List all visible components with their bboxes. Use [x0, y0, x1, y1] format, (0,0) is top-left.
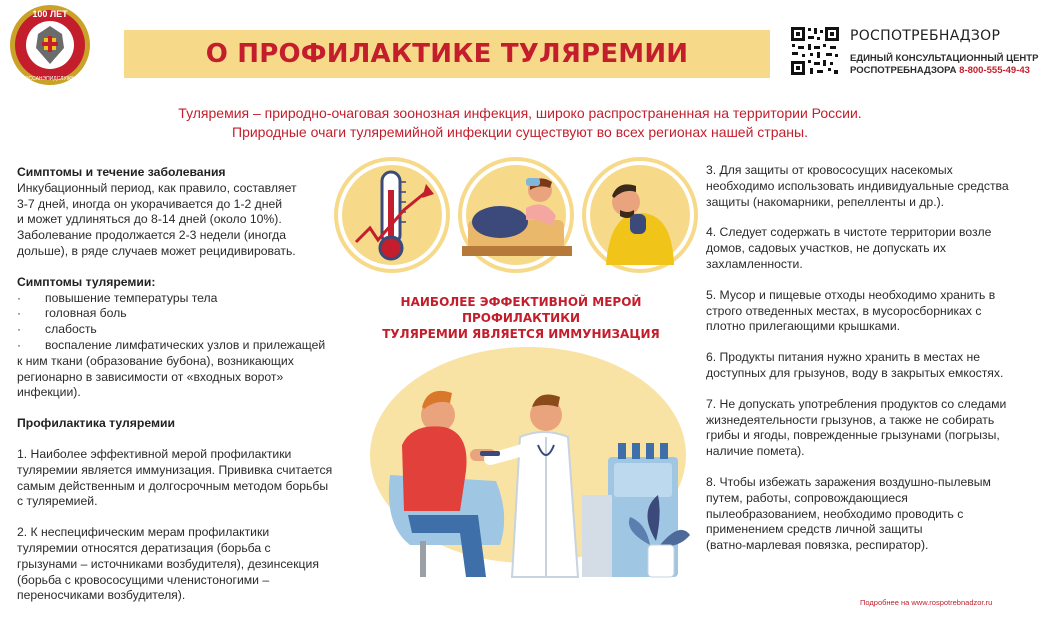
prevention-line: 8. Чтобы избежать заражения воздушно-пылевым [706, 474, 991, 489]
intro-line-2: Природные очаги туляремийной инфекции существуют во всех регионах нашей страны. [232, 124, 808, 140]
prevention-line: с туляремией. [17, 494, 98, 509]
prevention-item-4 [706, 225, 1036, 272]
title-banner [124, 30, 770, 78]
prevention-line: 3. Для защиты от кровососущих насекомых [706, 163, 953, 177]
emblem-text-bottom: ГОССАНЭПИДСЛУЖБЕ [22, 76, 78, 82]
prevention-line: 1. Наиболее эффективной мерой профилактики [17, 446, 292, 461]
symptom-item-continued: к ним ткани (образование бубона), возникающих [17, 353, 294, 368]
prevention-line: 7. Не допускать употребления продуктов со следами [706, 396, 1007, 411]
thermometer-icon [334, 157, 450, 273]
prevention-line: защиты (накомарники, репелленты и др.). [706, 194, 945, 209]
symptoms-heading: Симптомы туляремии: [17, 274, 156, 289]
weakness-person-icon [582, 157, 698, 273]
brand-name: РОСПОТРЕБНАДЗОР [850, 28, 1001, 44]
prevention-line: наличие помета). [706, 444, 805, 459]
intro-line-1: Туляремия – природно-очаговая зоонозная инфекция, широко распространенная на территории России. [178, 105, 862, 121]
course-heading: Симптомы и течение заболевания [17, 165, 226, 179]
prevention-line: (борьба с кровососущими членистоногими – [17, 572, 270, 587]
prevention-item-6 [706, 350, 1036, 382]
brand-subtitle-phone-line [850, 65, 1030, 76]
prevention-line: 6. Продукты питания нужно хранить в местах не [706, 350, 980, 365]
prevention-line: применением средств личной защиты [706, 522, 923, 537]
symptom-item-continued: инфекции). [17, 385, 81, 400]
course-line: Инкубационный период, как правило, составляет [17, 180, 297, 195]
brand-subtitle-2: РОСПОТРЕБНАДЗОРА [850, 65, 957, 76]
prevention-item-2 [17, 525, 347, 604]
vaccination-illustration [350, 345, 700, 590]
prevention-line: 2. К неспецифическим мерам профилактики [17, 525, 270, 540]
prevention-line: захламленности. [706, 256, 803, 271]
qr-code-icon[interactable] [790, 26, 840, 76]
prevention-line: туляремии является иммунизация. Прививка считается [17, 462, 333, 477]
symptom-item-continued: регионарно в зависимости от «входных ворот» [17, 369, 284, 384]
prevention-line: путем, работы, сопровождающиеся [706, 490, 908, 505]
symptom-item: · воспаление лимфатических узлов и прилежащей [17, 338, 347, 354]
prevention-line: пылеобразованием, необходимо проводить с [706, 506, 964, 521]
prevention-item-1 [17, 447, 347, 510]
course-line: и может удлиняться до 8-14 дней (около 10%). [17, 212, 282, 227]
prevention-item-3 [706, 163, 1036, 210]
symptom-item: · слабость [17, 322, 347, 338]
caption-line: ТУЛЯРЕМИИ ЯВЛЯЕТСЯ ИММУНИЗАЦИЯ [382, 327, 660, 341]
prevention-line: жизнедеятельности грызунов, а также не собирать [706, 412, 995, 427]
prevention-line: самым действенным и долгосрочным методом борьбы [17, 478, 329, 493]
course-line: дольше), в ряде случаев может рецидивировать. [17, 243, 296, 258]
prevention-line: грибы и ягоды, поврежденные грызунами (погрызы, [706, 428, 1000, 443]
page-title: О ПРОФИЛАКТИКЕ ТУЛЯРЕМИИ [205, 39, 689, 69]
emblem-text-top: 100 ЛЕТ [32, 9, 68, 19]
prevention-heading: Профилактика туляремии [17, 416, 175, 431]
prevention-line: переносчиками возбудителя). [17, 588, 186, 603]
prevention-line: (ватно-марлевая повязка, респиратор). [706, 538, 929, 553]
hotline-phone[interactable]: 8-800-555-49-43 [959, 65, 1030, 76]
symptom-item: · повышение температуры тела [17, 291, 347, 307]
right-column [706, 163, 1036, 554]
prevention-line: плотно прилегающими крышками. [706, 319, 901, 334]
prevention-line: необходимо использовать индивидуальные средства [706, 178, 1009, 193]
prevention-item-8 [706, 475, 1036, 554]
prevention-line: строго отведенных местах, в мусоросборниках с [706, 303, 982, 318]
course-line: 3-7 дней, иногда он укорачивается до 1-2 дней [17, 196, 283, 211]
headache-person-icon [458, 157, 574, 273]
anniversary-emblem-icon [8, 2, 92, 88]
prevention-line: доступных для грызунов, воду в закрытых емкостях. [706, 365, 1004, 380]
prevention-line: туляремии относятся дератизация (борьба с [17, 540, 271, 555]
prevention-line: 4. Следует содержать в чистоте территории возле [706, 225, 992, 240]
caption-line: НАИБОЛЕЕ ЭФФЕКТИВНОЙ МЕРОЙ ПРОФИЛАКТИКИ [400, 295, 642, 325]
prevention-line: 5. Мусор и пищевые отходы необходимо хранить в [706, 287, 996, 302]
footer-link[interactable]: Подробнее на www.rospotrebnadzor.ru [860, 598, 993, 607]
brand-subtitle: ЕДИНЫЙ КОНСУЛЬТАЦИОННЫЙ ЦЕНТР [850, 53, 1039, 64]
symptom-illustrations [330, 150, 700, 280]
prevention-item-7 [706, 397, 1036, 460]
immunization-caption [346, 294, 696, 342]
symptom-item: · головная боль [17, 306, 347, 322]
prevention-line: домов, садовых участков, не допускать их [706, 241, 946, 256]
course-line: Заболевание продолжается 2-3 недели (иногда [17, 228, 286, 243]
left-column [17, 165, 347, 604]
prevention-line: грызунами – источниками возбудителя), дезинсекция [17, 556, 319, 571]
prevention-item-5 [706, 288, 1036, 335]
